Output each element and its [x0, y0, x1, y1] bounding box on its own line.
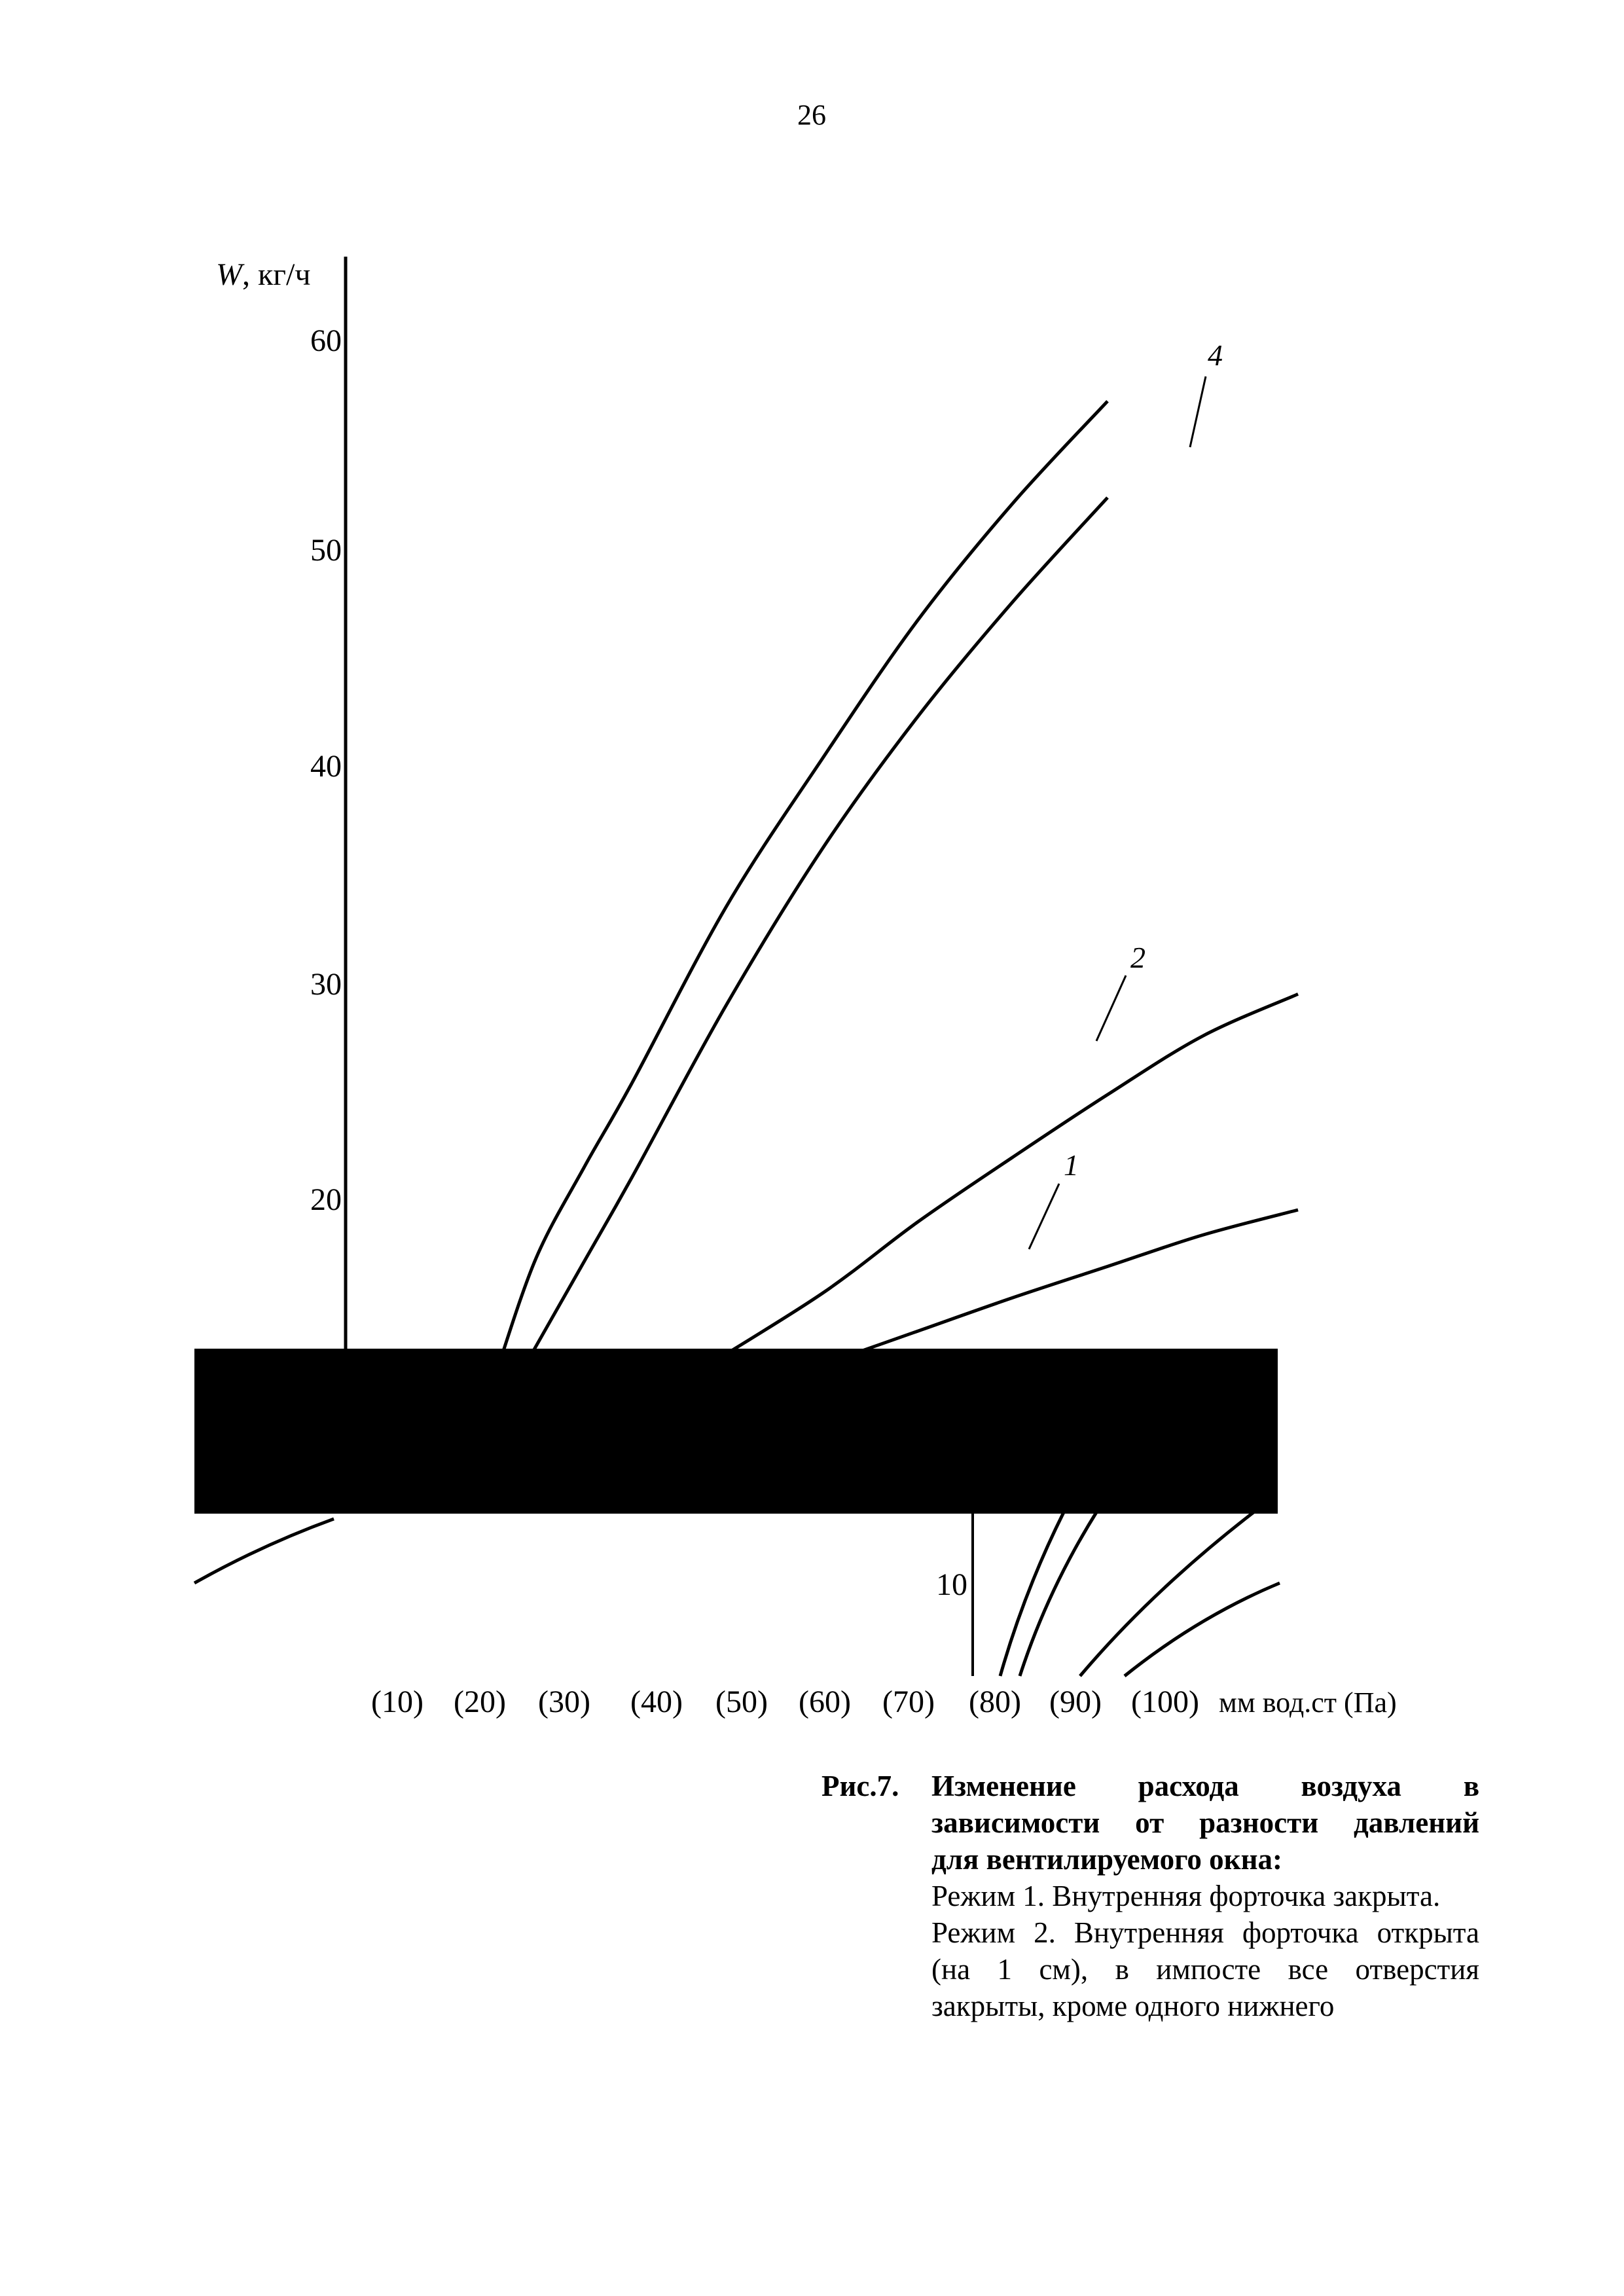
x-tick-label: (100) [1131, 1685, 1199, 1719]
curve-fragment-2 [1020, 1512, 1096, 1676]
curve-fragment-4 [1125, 1583, 1280, 1676]
x-tick-label: (40) [630, 1685, 683, 1719]
redaction-bar [194, 1349, 1278, 1514]
y-axis-label: W, кг/ч [216, 257, 311, 292]
chart-curves [498, 401, 1298, 1379]
page-number: 26 [797, 99, 826, 131]
curve-label-leader [1190, 376, 1206, 447]
curve-label: 1 [1064, 1148, 1079, 1182]
x-tick-label: (90) [1049, 1685, 1102, 1719]
caption-body-line: Режим 2. Внутренняя форточка открыта [931, 1916, 1479, 1949]
y-tick-label: 10 [936, 1567, 967, 1602]
caption-title-line: Изменение расхода воздуха в [931, 1770, 1479, 1802]
x-tick-label: (60) [799, 1685, 851, 1719]
caption-label: Рис.7. [821, 1770, 899, 1802]
curve-2 [698, 994, 1298, 1371]
y-tick-label: 30 [310, 967, 342, 1002]
x-tick-label: (20) [454, 1685, 506, 1719]
caption-body-line: закрыты, кроме одного нижнего [931, 1990, 1335, 2022]
x-tick-labels [371, 1685, 1199, 1719]
curve-label-leader [1029, 1184, 1059, 1249]
curve-fragment-1 [1000, 1512, 1064, 1676]
x-tick-label: (80) [969, 1685, 1021, 1719]
curve-label: 4 [1208, 338, 1223, 372]
x-tick-label: (50) [715, 1685, 768, 1719]
curve-series-3 [517, 498, 1108, 1379]
curve-4 [498, 401, 1108, 1367]
caption-title-line: зависимости от разности давлений [931, 1806, 1479, 1839]
x-tick-label: (10) [371, 1685, 424, 1719]
caption-body-line: (на 1 см), в импосте все отверстия [931, 1953, 1479, 1986]
curve-fragment-3 [1080, 1512, 1254, 1676]
lower-curve-fragments [194, 1512, 1280, 1676]
curve-labels [1029, 338, 1223, 1249]
x-tick-label: (30) [538, 1685, 590, 1719]
caption-title-line: для вентилируемого окна: [931, 1843, 1283, 1876]
curve-1 [822, 1210, 1299, 1365]
curve-label: 2 [1130, 941, 1146, 974]
x-tick-label: (70) [882, 1685, 935, 1719]
y-tick-label: 40 [310, 749, 342, 784]
x-axis-label: мм вод.ст (Па) [1219, 1686, 1397, 1719]
curve-fragment-left [194, 1519, 334, 1583]
y-tick-label: 60 [310, 323, 342, 358]
y-tick-label: 20 [310, 1182, 342, 1217]
curve-label-leader [1096, 975, 1126, 1041]
y-tick-label: 50 [310, 533, 342, 568]
caption-body [931, 1768, 1479, 2024]
caption-body-line: Режим 1. Внутренняя форточка закрыта. [931, 1880, 1441, 1912]
